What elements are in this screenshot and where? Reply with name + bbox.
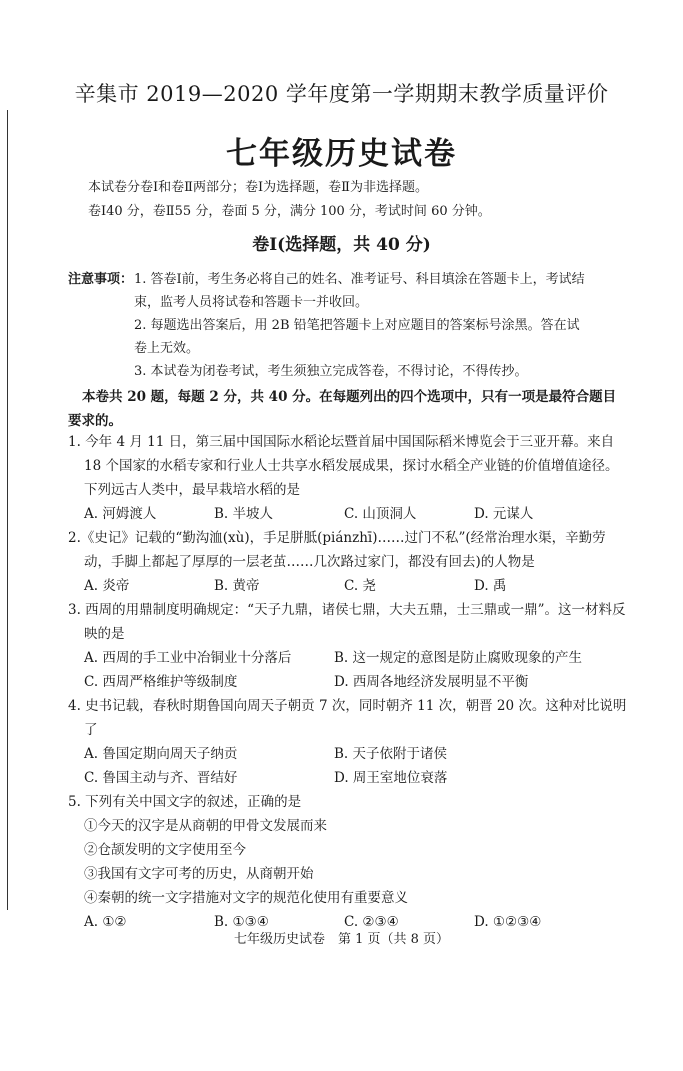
section-title: 卷Ⅰ(选择题，共 40 分) (252, 235, 431, 255)
question-3 (68, 598, 628, 694)
question-2 (68, 526, 628, 598)
option-b: B. 这一规定的意图是防止腐败现象的产生 (334, 650, 583, 666)
option-a: A. ①② (84, 914, 127, 930)
statement: ③我国有文字可考的历史，从商朝开始 (84, 866, 314, 882)
option-a: A. 炎帝 (84, 578, 130, 594)
option-a: A. 河姆渡人 (84, 506, 157, 522)
note-item: 3. 本试卷为闭卷考试，考生须独立完成答卷，不得讨论，不得传抄。 (134, 364, 528, 379)
intro-line: 本试卷分卷Ⅰ和卷Ⅱ两部分；卷Ⅰ为选择题，卷Ⅱ为非选择题。 (88, 180, 428, 195)
option-c: C. 山顶洞人 (344, 506, 417, 522)
question-5 (68, 790, 628, 934)
option-d: D. 西周各地经济发展明显不平衡 (334, 674, 529, 690)
statement: ①今天的汉字是从商朝的甲骨文发展而来 (84, 818, 327, 834)
page-footer: 七年级历史试卷 第 1 页（共 8 页） (233, 932, 450, 947)
option-b: B. 天子依附于诸侯 (334, 746, 448, 762)
question-4 (68, 694, 628, 790)
option-c: C. 西周严格维护等级制度 (84, 674, 238, 690)
note-item: 1. 答卷Ⅰ前，考生务必将自己的姓名、准考证号、科目填涂在答题卡上，考试结 (134, 272, 585, 287)
option-b: B. ①③④ (214, 914, 269, 930)
option-d: D. 元谋人 (474, 506, 534, 522)
statement: ②仓颉发明的文字使用至今 (84, 842, 246, 858)
option-b: B. 黄帝 (214, 578, 260, 594)
note-item: 卷上无效。 (134, 341, 200, 356)
exam-header: 辛集市 2019—2020 学年度第一学期期末教学质量评价 (74, 82, 609, 106)
option-c: C. 尧 (344, 578, 376, 594)
question-list (68, 430, 628, 934)
option-d: D. ①②③④ (474, 914, 542, 930)
option-c: C. ②③④ (344, 914, 399, 930)
note-item: 2. 每题选出答案后，用 2B 铅笔把答题卡上对应题目的答案标号涂黑。答在试 (134, 318, 580, 333)
section-rule: 本卷共 20 题，每题 2 分，共 40 分。在每题列出的四个选项中，只有一项是最符合题目要求的。 (68, 389, 617, 429)
question-stem: 2.《史记》记载的“勤沟洫(xù)，手足胼胝(piánzhī)……过门不私”(经常治理水渠，辛勤劳动，手脚上都起了厚厚的一层老茧……几次路过家门，都没有回去)的人物是 (68, 530, 606, 570)
note-item: 束，监考人员将试卷和答题卡一并收回。 (134, 295, 369, 310)
option-a: A. 西周的手工业中冶铜业十分落后 (84, 650, 292, 666)
option-d: D. 禹 (474, 578, 507, 594)
intro-line: 卷Ⅰ40 分，卷Ⅱ55 分，卷面 5 分，满分 100 分，考试时间 60 分钟。 (88, 204, 491, 219)
option-a: A. 鲁国定期向周天子纳贡 (84, 746, 238, 762)
question-stem: 1. 今年 4 月 11 日，第三届中国国际水稻论坛暨首届中国国际稻米博览会于三亚开幕。来自 18 个国家的水稻专家和行业人士共享水稻发展成果，探讨水稻全产业链的价值增值途径。下列远古人类中，最早栽培水稻的是 (68, 434, 619, 498)
statement: ④秦朝的统一文字措施对文字的规范化使用有重要意义 (84, 890, 408, 906)
notes-label: 注意事项： (68, 272, 134, 287)
question-stem: 4. 史书记载，春秋时期鲁国向周天子朝贡 7 次，同时朝齐 11 次，朝晋 20 次。这种对比说明了 (68, 698, 627, 738)
exam-intro (88, 176, 491, 224)
option-c: C. 鲁国主动与齐、晋结好 (84, 770, 238, 786)
notes-block (68, 268, 628, 383)
option-b: B. 半坡人 (214, 506, 274, 522)
option-d: D. 周王室地位衰落 (334, 770, 448, 786)
question-stem: 3. 西周的用鼎制度明确规定：“天子九鼎，诸侯七鼎，大夫五鼎，士三鼎或一鼎”。这一材料反映的是 (68, 602, 626, 642)
exam-title: 七年级历史试卷 (226, 136, 457, 172)
question-1 (68, 430, 628, 526)
question-stem: 5. 下列有关中国文字的叙述，正确的是 (68, 794, 302, 810)
